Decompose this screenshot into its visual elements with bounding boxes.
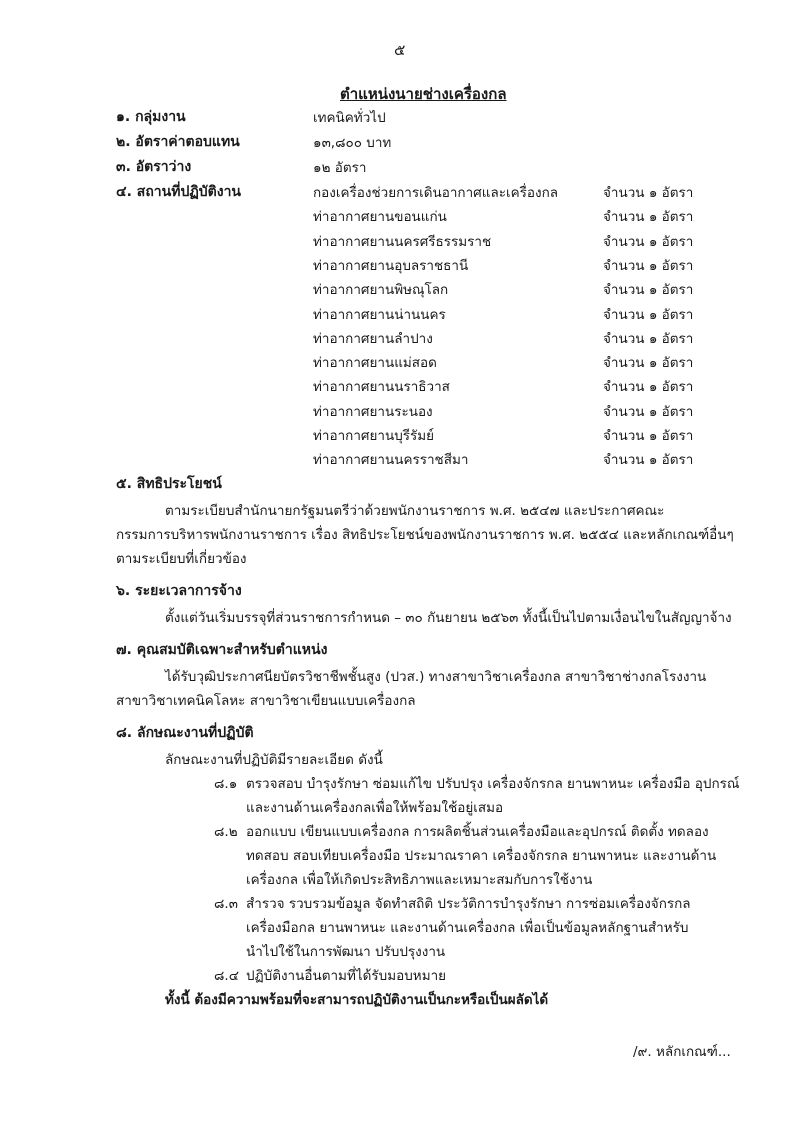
section5-heading: ๕. สิทธิประโยชน์ (116, 476, 222, 492)
workplace-count: จำนวน ๑ อัตรา (603, 379, 694, 395)
workplace-count: จำนวน ๑ อัตรา (603, 452, 694, 468)
field-label-pay: ๒. อัตราค่าตอบแทน (116, 134, 240, 150)
workplace-place: ท่าอากาศยานลำปาง (313, 331, 433, 347)
workplace-count: จำนวน ๑ อัตรา (603, 355, 694, 371)
item-number: ๘.๔ (214, 968, 239, 984)
item-number: ๘.๓ (214, 896, 238, 912)
workplace-count: จำนวน ๑ อัตรา (603, 234, 694, 250)
section5-line: กรรมการบริหารพนักงานราชการ เรื่อง สิทธิประโยชน์ของพนักงานราชการ พ.ศ. ๒๕๕๔ และหลักเกณฑ์อื่นๆ (116, 527, 734, 543)
field-label-group: ๑. กลุ่มงาน (116, 109, 186, 125)
workplace-place: ท่าอากาศยานน่านนคร (313, 307, 446, 323)
item-line: ตรวจสอบ บำรุงรักษา ซ่อมแก้ไข ปรับปรุง เครื่องจักรกล ยานพาหนะ เครื่องมือ อุปกรณ์ (246, 776, 740, 792)
field-value-vacancy: ๑๒ อัตรา (313, 160, 367, 176)
item-line: ปฏิบัติงานอื่นตามที่ได้รับมอบหมาย (246, 968, 447, 984)
workplace-place: ท่าอากาศยานระนอง (313, 404, 433, 420)
workplace-place: ท่าอากาศยานพิษณุโลก (313, 282, 449, 298)
section8-closing: ทั้งนี้ ต้องมีความพร้อมที่จะสามารถปฏิบัติงานเป็นกะหรือเป็นผลัดได้ (165, 992, 549, 1008)
section6-line: ตั้งแต่วันเริ่มบรรจุที่ส่วนราชการกำหนด – ๓๐ กันยายน ๒๕๖๓ ทั้งนี้เป็นไปตามเงื่อนไขในสัญญาจ้าง (165, 610, 732, 626)
section6-heading: ๖. ระยะเวลาการจ้าง (116, 583, 242, 599)
section7-line: สาขาวิชาเทคนิคโลหะ สาขาวิชาเขียนแบบเครื่องกล (116, 693, 416, 709)
workplace-label: ๔. สถานที่ปฏิบัติงาน (116, 184, 242, 200)
workplace-count: จำนวน ๑ อัตรา (603, 282, 694, 298)
continuation-note: /๙. หลักเกณฑ์... (633, 1044, 731, 1060)
workplace-place: ท่าอากาศยานนครราชสีมา (313, 452, 469, 468)
section5-line: ตามระเบียบสำนักนายกรัฐมนตรีว่าด้วยพนักงานราชการ พ.ศ. ๒๕๔๗ และประกาศคณะ (165, 503, 665, 519)
section8-heading: ๘. ลักษณะงานที่ปฏิบัติ (116, 725, 254, 741)
item-line: นำไปใช้ในการพัฒนา ปรับปรุงงาน (246, 944, 446, 960)
section7-line: ได้รับวุฒิประกาศนียบัตรวิชาชีพชั้นสูง (ปวส.) ทางสาขาวิชาเครื่องกล สาขาวิชาช่างกลโรงงาน (165, 669, 707, 685)
item-line: เครื่องกล เพื่อให้เกิดประสิทธิภาพและเหมาะสมกับการใช้งาน (246, 872, 593, 888)
workplace-count: จำนวน ๑ อัตรา (603, 331, 694, 347)
section5-line: ตามระเบียบที่เกี่ยวข้อง (116, 551, 247, 567)
field-value-pay: ๑๓,๘๐๐ บาท (313, 135, 392, 151)
workplace-count: จำนวน ๑ อัตรา (603, 307, 694, 323)
section8-intro: ลักษณะงานที่ปฏิบัติมีรายละเอียด ดังนี้ (165, 752, 383, 768)
item-line: เครื่องมือกล ยานพาหนะ และงานด้านเครื่องกล เพื่อเป็นข้อมูลหลักฐานสำหรับ (246, 920, 689, 936)
workplace-place: ท่าอากาศยานนครศรีธรรมราช (313, 234, 492, 250)
field-label-vacancy: ๓. อัตราว่าง (116, 159, 192, 175)
workplace-place: ท่าอากาศยานแม่สอด (313, 355, 437, 371)
item-line: สำรวจ รวบรวมข้อมูล จัดทำสถิติ ประวัติการบำรุงรักษา การซ่อมเครื่องจักรกล (246, 896, 691, 912)
page-title: ตำแหน่งนายช่างเครื่องกล (340, 85, 507, 103)
workplace-place: กองเครื่องช่วยการเดินอากาศและเครื่องกล (313, 185, 559, 201)
workplace-count: จำนวน ๑ อัตรา (603, 404, 694, 420)
workplace-count: จำนวน ๑ อัตรา (603, 185, 694, 201)
item-line: ออกแบบ เขียนแบบเครื่องกล การผลิตชิ้นส่วนเครื่องมือและอุปกรณ์ ติดตั้ง ทดลอง (246, 824, 709, 840)
workplace-count: จำนวน ๑ อัตรา (603, 428, 694, 444)
item-number: ๘.๒ (214, 824, 238, 840)
field-value-group: เทคนิคทั่วไป (313, 110, 386, 126)
item-number: ๘.๑ (214, 776, 238, 792)
item-line: ทดสอบ สอบเทียบเครื่องมือ ประมาณราคา เครื่องจักรกล ยานพาหนะ และงานด้าน (246, 848, 717, 864)
workplace-count: จำนวน ๑ อัตรา (603, 258, 694, 274)
page-number: ๕ (394, 41, 406, 59)
workplace-place: ท่าอากาศยานขอนแก่น (313, 209, 447, 225)
workplace-place: ท่าอากาศยานนราธิวาส (313, 379, 450, 395)
section7-heading: ๗. คุณสมบัติเฉพาะสำหรับตำแหน่ง (116, 642, 328, 658)
item-line: และงานด้านเครื่องกลเพื่อให้พร้อมใช้อยู่เสมอ (246, 800, 504, 816)
workplace-place: ท่าอากาศยานบุรีรัมย์ (313, 428, 435, 444)
workplace-count: จำนวน ๑ อัตรา (603, 209, 694, 225)
workplace-place: ท่าอากาศยานอุบลราชธานี (313, 258, 469, 274)
